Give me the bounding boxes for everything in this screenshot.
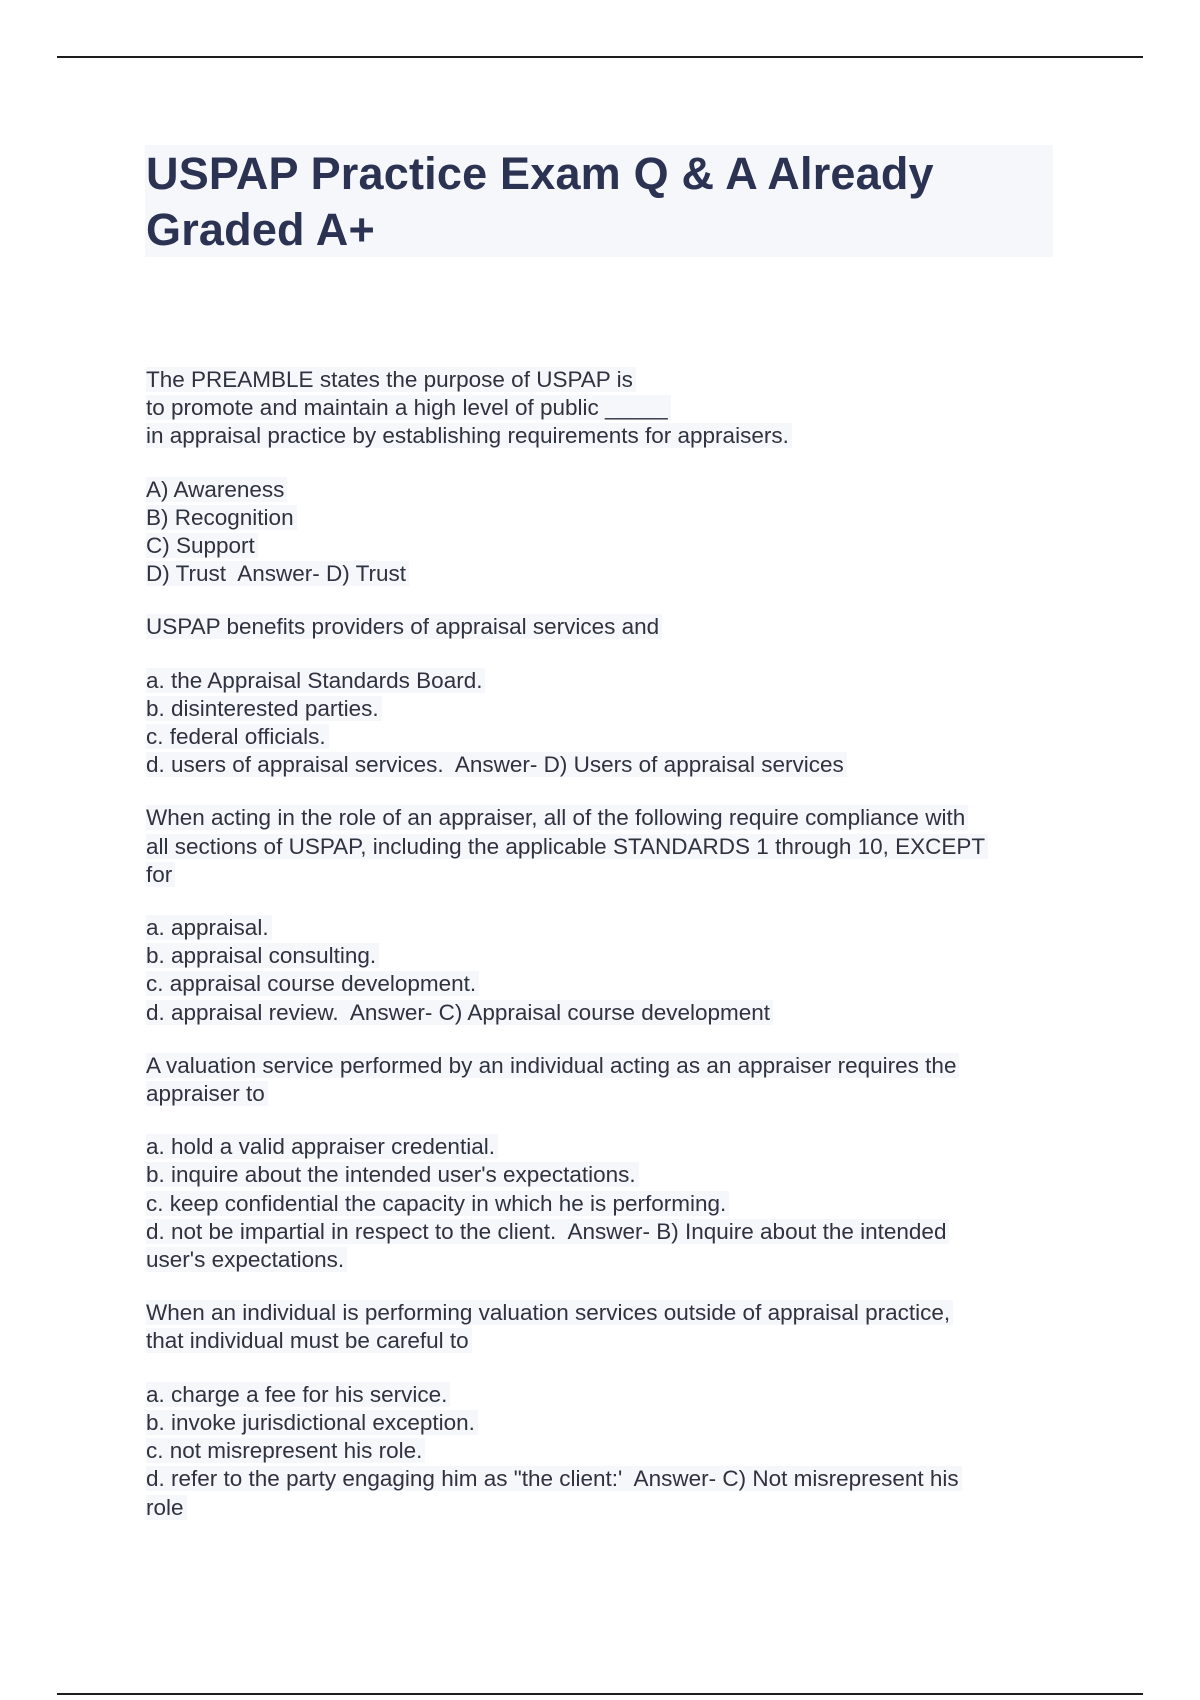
prompt-line: in appraisal practice by establishing requirements for appraisers.: [146, 423, 792, 448]
prompt-line: for: [146, 862, 175, 887]
document-title: [146, 146, 1046, 258]
question-item: [146, 1299, 1076, 1521]
option-line: A) Awareness: [146, 477, 287, 502]
question-item: [146, 366, 1076, 588]
question-prompt: [146, 613, 1076, 641]
option-line: d. refer to the party engaging him as "the client:' Answer- C) Not misrepresent his: [146, 1466, 962, 1491]
option-line: c. appraisal course development.: [146, 971, 479, 996]
prompt-line: all sections of USPAP, including the applicable STANDARDS 1 through 10, EXCEPT: [146, 834, 988, 859]
option-line: a. charge a fee for his service.: [146, 1382, 450, 1407]
option-line: d. appraisal review. Answer- C) Appraisal course development: [146, 1000, 773, 1025]
answer-options: [146, 914, 1076, 1027]
title-line-1: USPAP Practice Exam Q & A Already: [146, 148, 934, 199]
question-prompt: [146, 1299, 1076, 1355]
prompt-line: When an individual is performing valuation services outside of appraisal practice,: [146, 1300, 953, 1325]
prompt-line: The PREAMBLE states the purpose of USPAP is: [146, 367, 636, 392]
option-line: c. not misrepresent his role.: [146, 1438, 425, 1463]
question-prompt: [146, 804, 1076, 889]
option-line: d. users of appraisal services. Answer- D) Users of appraisal services: [146, 752, 847, 777]
option-line: D) Trust Answer- D) Trust: [146, 561, 409, 586]
answer-options: [146, 667, 1076, 780]
prompt-line: that individual must be careful to: [146, 1328, 472, 1353]
prompt-line: appraiser to: [146, 1081, 268, 1106]
option-line: b. invoke jurisdictional exception.: [146, 1410, 478, 1435]
option-line: c. federal officials.: [146, 724, 329, 749]
question-item: [146, 804, 1076, 1026]
question-item: [146, 1052, 1076, 1274]
option-line: B) Recognition: [146, 505, 297, 530]
option-line: role: [146, 1495, 187, 1520]
prompt-line: When acting in the role of an appraiser, all of the following require compliance with: [146, 805, 968, 830]
bottom-divider: [57, 1693, 1143, 1695]
option-line: b. inquire about the intended user's expectations.: [146, 1162, 639, 1187]
question-item: [146, 613, 1076, 779]
answer-options: [146, 1133, 1076, 1274]
question-prompt: [146, 1052, 1076, 1108]
option-line: a. hold a valid appraiser credential.: [146, 1134, 498, 1159]
option-line: d. not be impartial in respect to the client. Answer- B) Inquire about the intended: [146, 1219, 949, 1244]
question-prompt: [146, 366, 1076, 451]
option-line: C) Support: [146, 533, 258, 558]
answer-options: [146, 476, 1076, 589]
option-line: user's expectations.: [146, 1247, 347, 1272]
prompt-line: A valuation service performed by an individual acting as an appraiser requires the: [146, 1053, 959, 1078]
prompt-line: to promote and maintain a high level of public _____: [146, 395, 671, 420]
question-list: [146, 366, 1076, 1547]
prompt-line: USPAP benefits providers of appraisal services and: [146, 614, 662, 639]
option-line: a. the Appraisal Standards Board.: [146, 668, 485, 693]
option-line: a. appraisal.: [146, 915, 272, 940]
top-divider: [57, 56, 1143, 58]
title-line-2: Graded A+: [146, 204, 375, 255]
option-line: c. keep confidential the capacity in which he is performing.: [146, 1191, 729, 1216]
option-line: b. disinterested parties.: [146, 696, 382, 721]
option-line: b. appraisal consulting.: [146, 943, 379, 968]
answer-options: [146, 1381, 1076, 1522]
